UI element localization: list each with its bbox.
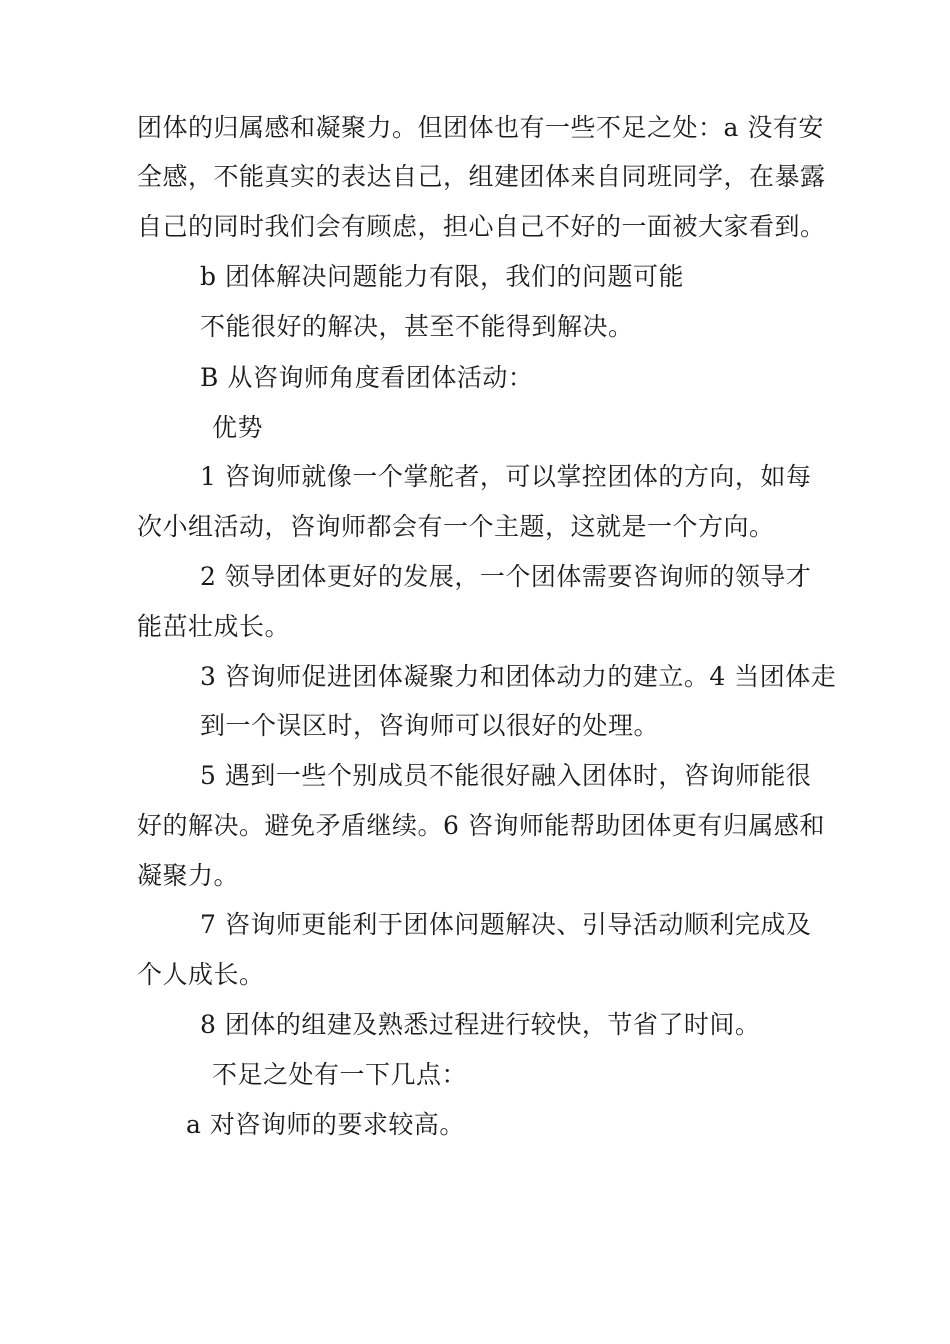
text-line: 能茁壮成长。 <box>137 612 291 641</box>
text-line: 3 咨询师促进团体凝聚力和团体动力的建立。4 当团体走 <box>200 662 837 691</box>
text-line: 团体的归属感和凝聚力。但团体也有一些不足之处：a 没有安 <box>137 113 824 142</box>
text-line: 个人成长。 <box>137 960 265 989</box>
text-line: 优势 <box>212 413 264 442</box>
text-line: 自己的同时我们会有顾虑，担心自己不好的一面被大家看到。 <box>137 212 826 241</box>
text-line: 凝聚力。 <box>137 861 240 890</box>
text-line: 到一个误区时，咨询师可以很好的处理。 <box>200 711 660 740</box>
text-line: 1 咨询师就像一个掌舵者，可以掌控团体的方向，如每 <box>200 462 812 491</box>
text-line: 2 领导团体更好的发展，一个团体需要咨询师的领导才 <box>200 562 812 591</box>
text-line: 7 咨询师更能利于团体问题解决、引导活动顺利完成及 <box>200 910 812 939</box>
text-line: b 团体解决问题能力有限，我们的问题可能 <box>200 262 684 291</box>
text-line: 不足之处有一下几点： <box>212 1060 468 1089</box>
text-line: B 从咨询师角度看团体活动： <box>200 363 534 392</box>
text-line: a 对咨询师的要求较高。 <box>186 1110 465 1139</box>
text-line: 好的解决。避免矛盾继续。6 咨询师能帮助团体更有归属感和 <box>137 811 825 840</box>
text-line: 次小组活动，咨询师都会有一个主题，这就是一个方向。 <box>137 512 775 541</box>
text-line: 不能很好的解决，甚至不能得到解决。 <box>200 312 634 341</box>
text-line: 5 遇到一些个别成员不能很好融入团体时，咨询师能很 <box>200 761 812 790</box>
text-line: 全感，不能真实的表达自己，组建团体来自同班同学，在暴露 <box>137 162 826 191</box>
text-line: 8 团体的组建及熟悉过程进行较快，节省了时间。 <box>200 1010 761 1039</box>
